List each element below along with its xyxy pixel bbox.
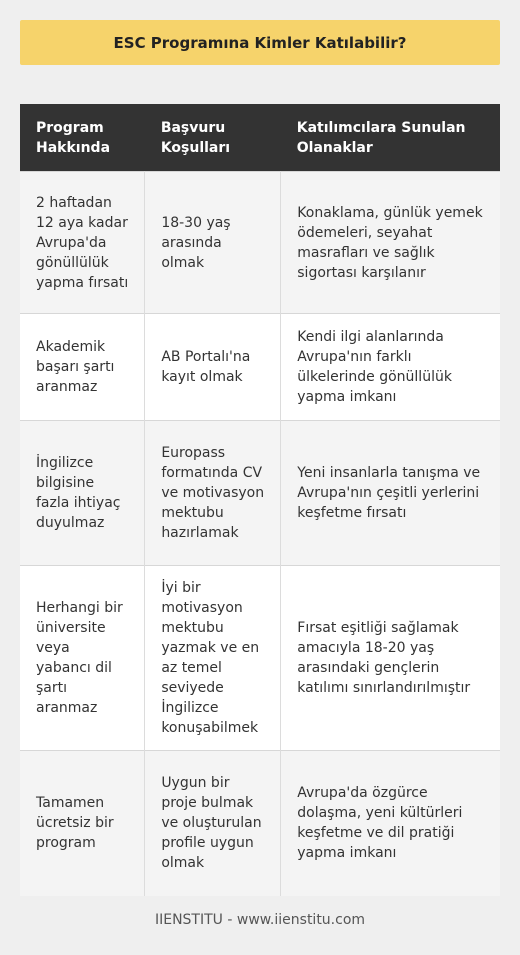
table-row	[20, 172, 500, 314]
column-header-requirements: Başvuru Koşulları	[145, 104, 281, 172]
table-cell-program: Akademik başarı şartı aranmaz	[20, 314, 145, 421]
table-cell-requirement: İyi bir motivasyon mektubu yazmak ve en az temel seviyede İngilizce konuşabilmek	[145, 566, 281, 751]
table-row	[20, 751, 500, 896]
table-cell-requirement: AB Portalı'na kayıt olmak	[145, 314, 281, 421]
table-cell-requirement: Europass formatında CV ve motivasyon mektubu hazırlamak	[145, 421, 281, 566]
table-row	[20, 421, 500, 566]
table-cell-opportunity: Avrupa'da özgürce dolaşma, yeni kültürleri keşfetme ve dil pratiği yapma imkanı	[281, 751, 500, 896]
table-cell-requirement: 18-30 yaş arasında olmak	[145, 172, 281, 314]
table-cell-program: Herhangi bir üniversite veya yabancı dil şartı aranmaz	[20, 566, 145, 751]
column-header-program: Program Hakkında	[20, 104, 145, 172]
table-cell-requirement: Uygun bir proje bulmak ve oluşturulan profile uygun olmak	[145, 751, 281, 896]
table-header-row	[20, 104, 500, 172]
table-row	[20, 566, 500, 751]
page-title: ESC Programına Kimler Katılabilir?	[20, 20, 500, 65]
table-cell-opportunity: Kendi ilgi alanlarında Avrupa'nın farklı ülkelerinde gönüllülük yapma imkanı	[281, 314, 500, 421]
table-row	[20, 314, 500, 421]
table-cell-program: İngilizce bilgisine fazla ihtiyaç duyulmaz	[20, 421, 145, 566]
info-table	[20, 104, 500, 896]
column-header-opportunities: Katılımcılara Sunulan Olanaklar	[281, 104, 500, 172]
table-cell-program: Tamamen ücretsiz bir program	[20, 751, 145, 896]
table-cell-opportunity: Konaklama, günlük yemek ödemeleri, seyahat masrafları ve sağlık sigortası karşılanır	[281, 172, 500, 314]
table-cell-program: 2 haftadan 12 aya kadar Avrupa'da gönüllülük yapma fırsatı	[20, 172, 145, 314]
footer-credit: IIENSTITU - www.iienstitu.com	[154, 912, 366, 928]
table-cell-opportunity: Fırsat eşitliği sağlamak amacıyla 18-20 yaş arasındaki gençlerin katılımı sınırlandırılmıştır	[281, 566, 500, 751]
table-cell-opportunity: Yeni insanlarla tanışma ve Avrupa'nın çeşitli yerlerini keşfetme fırsatı	[281, 421, 500, 566]
